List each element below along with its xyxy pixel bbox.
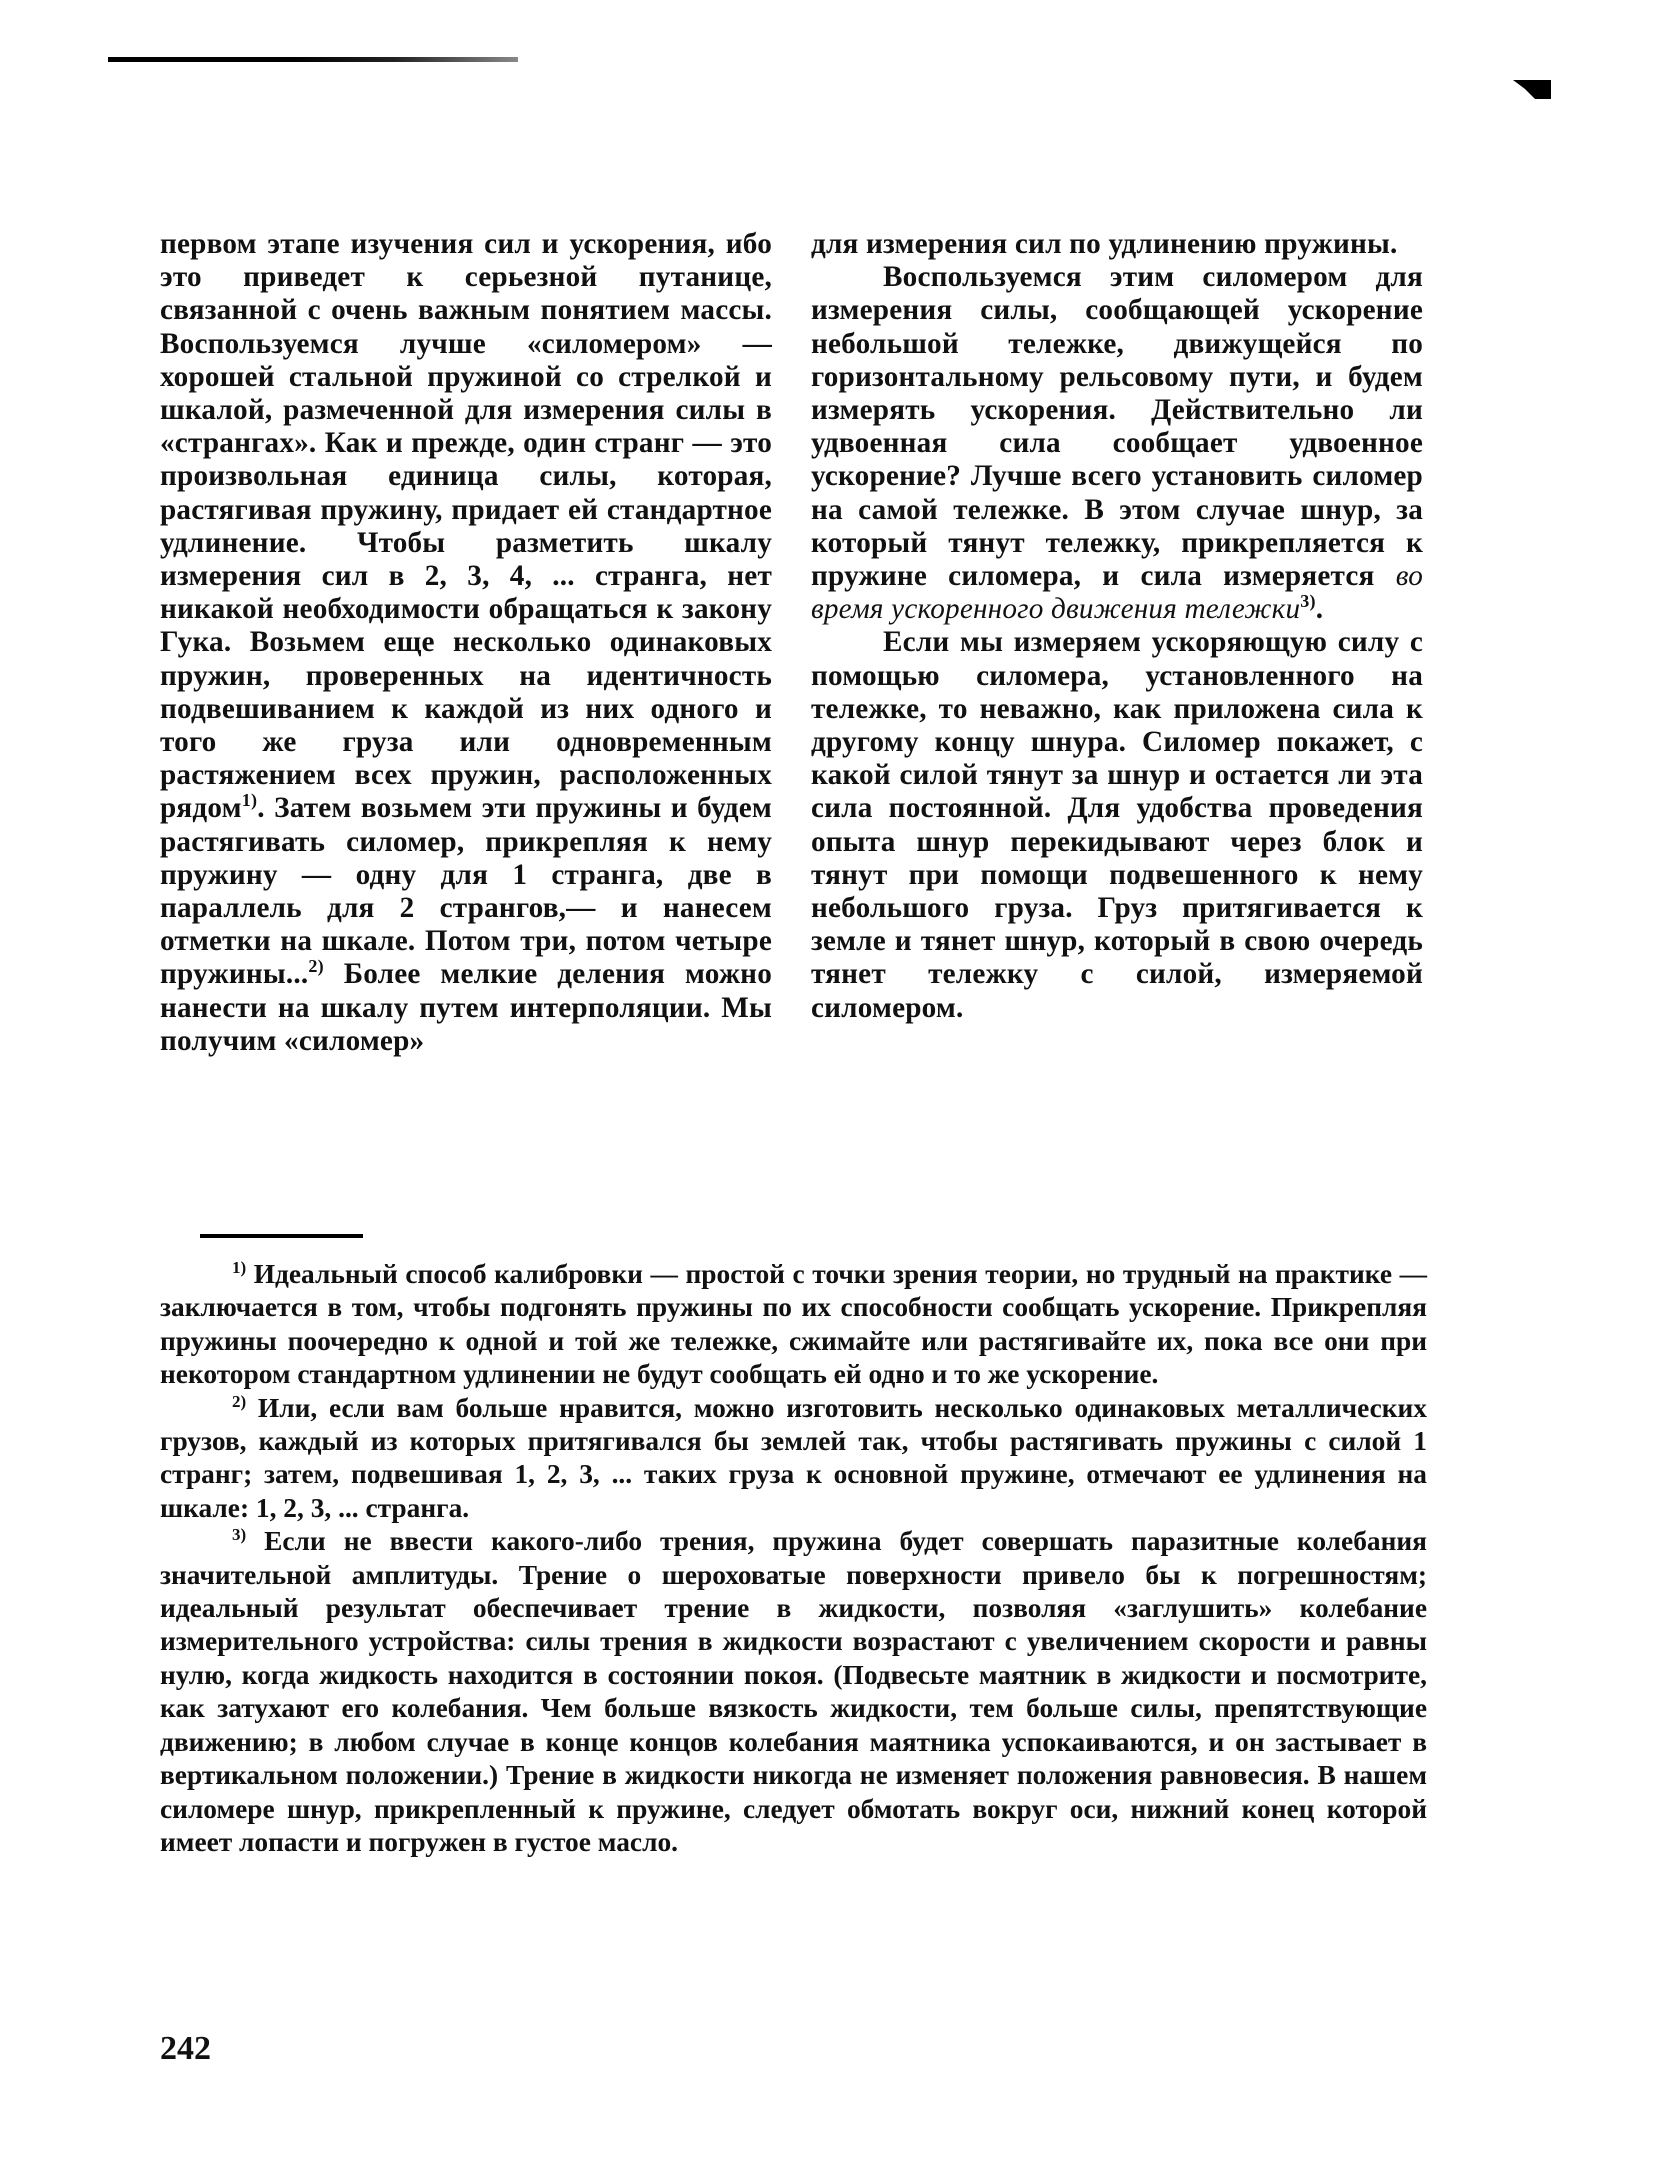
corner-bookmark-icon [1513,77,1553,99]
text-run: . Затем возьмем эти пружины и будем растягивать силомер, прикрепляя к нему пружину — одну для 1 странга, две в параллель для 2 странгов,— и нанесем отметки на шкале. Потом три, потом четыре пружины... [160,792,772,991]
footnote-text: Идеальный способ калибровки — простой с точки зрения теории, но трудный на практике — заключается в том, чтобы подгонять пружины по их способности сообщать ускорение. Прикрепляя пружины поочередно к одной и той же тележке, сжимайте или растягивайте их, пока все они при некотором стандартном удлинении не будут сообщать ей одно и то же ускорение. [160,1259,1427,1390]
footnote-ref-3[interactable]: 3) [1300,591,1316,612]
page-number: 242 [160,2030,211,2067]
footnote-1 [160,1258,1427,1392]
text-run: Воспользуемся этим силомером для измерения силы, сообщающей ускорение небольшой тележке, движущейся по горизонтальному рельсовому пути, и будем измерять ускорения. Действительно ли удвоенная сила сообщает удвоенное ускорение? Лучше всего установить силомер на самой тележке. В этом случае шнур, за который тянут тележку, прикрепляется к пружине силомера, и сила измеряется [811,261,1423,593]
footnote-ref-2[interactable]: 2) [308,956,324,977]
footnote-separator [200,1234,363,1238]
right-column [811,228,1423,1025]
header-rule [108,57,518,62]
footnote-marker: 3) [232,1525,247,1545]
text-run: . [1315,593,1324,626]
paragraph [811,261,1423,626]
footnote-text: Если не ввести какого-либо трения, пружина будет совершать паразитные колебания значительной амплитуды. Трение о шероховатые поверхности привело бы к погрешностям; идеальный результат обеспечивает трение в жидкости, позволяя «заглушить» колебание измерительного устройства: силы трения в жидкости возрастают с увеличением скорости и равны нулю, когда жидкость находится в состоянии покоя. (Подвесьте маятник в жидкости и посмотрите, как затухают его колебания. Чем больше вязкость жидкости, тем больше силы, препятствующие движению; в любом случае в конце концов колебания маятника успокаиваются, и он застывает в вертикальном положении.) Трение в жидкости никогда не изменяет положения равновесия. В нашем силомере шнур, прикрепленный к пружине, следует обмотать вокруг оси, нижний конец которой имеет лопасти и погружен в густое масло. [160,1526,1427,1857]
paragraph: Если мы измеряем ускоряющую силу с помощью силомера, установленного на тележке, то неважно, как приложена сила к другому концу шнура. Силомер покажет, с какой силой тянут за шнур и остается ли эта сила постоянной. Для удобства проведения опыта шнур перекидывают через блок и тянут при помощи подвешенного к нему небольшого груза. Груз притягивается к земле и тянет шнур, который в свою очередь тянет тележку с силой, измеряемой силомером. [811,626,1423,1024]
text-run: первом этапе изучения сил и ускорения, ибо это приведет к серьезной путанице, связанной с очень важным понятием массы. Воспользуемся лучше «силомером» — хорошей стальной пружиной со стрелкой и шкалой, размеченной для измерения силы в «странгах». Как и прежде, один странг — это произвольная единица силы, которая, растягивая пружину, придает ей стандартное удлинение. Чтобы разметить шкалу измерения сил в 2, 3, 4, ... странга, нет никакой необходимости обращаться к закону Гука. Возьмем еще несколько одинаковых пружин, проверенных на идентичность подвешиванием к каждой из них одного и того же груза или одновременным растяжением всех пружин, расположенных рядом [160,228,772,825]
text-run: Более мелкие деления можно нанести на шкалу путем интерполяции. Мы получим «силомер» [160,958,772,1057]
footnote-2 [160,1392,1427,1526]
left-column [160,228,772,1058]
body-text [160,228,1427,1228]
footnote-3 [160,1525,1427,1859]
footnote-ref-1[interactable]: 1) [241,790,258,811]
emphasis: во время ускоренного движения тележки [811,560,1423,626]
paragraph: для измерения сил по удлинению пружины. [811,228,1398,260]
footnote-text: Или, если вам больше нравится, можно изготовить несколько одинаковых металлических грузов, каждый из которых притягивался бы землей так, чтобы растягивать пружины с силой 1 странг; затем, подвешивая 1, 2, 3, ... таких груза к основной пружине, отмечают ее удлинения на шкале: 1, 2, 3, ... странга. [160,1392,1427,1523]
paragraph [160,228,772,1058]
footnotes [160,1258,1427,1859]
footnote-marker: 2) [232,1391,247,1411]
footnote-marker: 1) [232,1257,247,1277]
